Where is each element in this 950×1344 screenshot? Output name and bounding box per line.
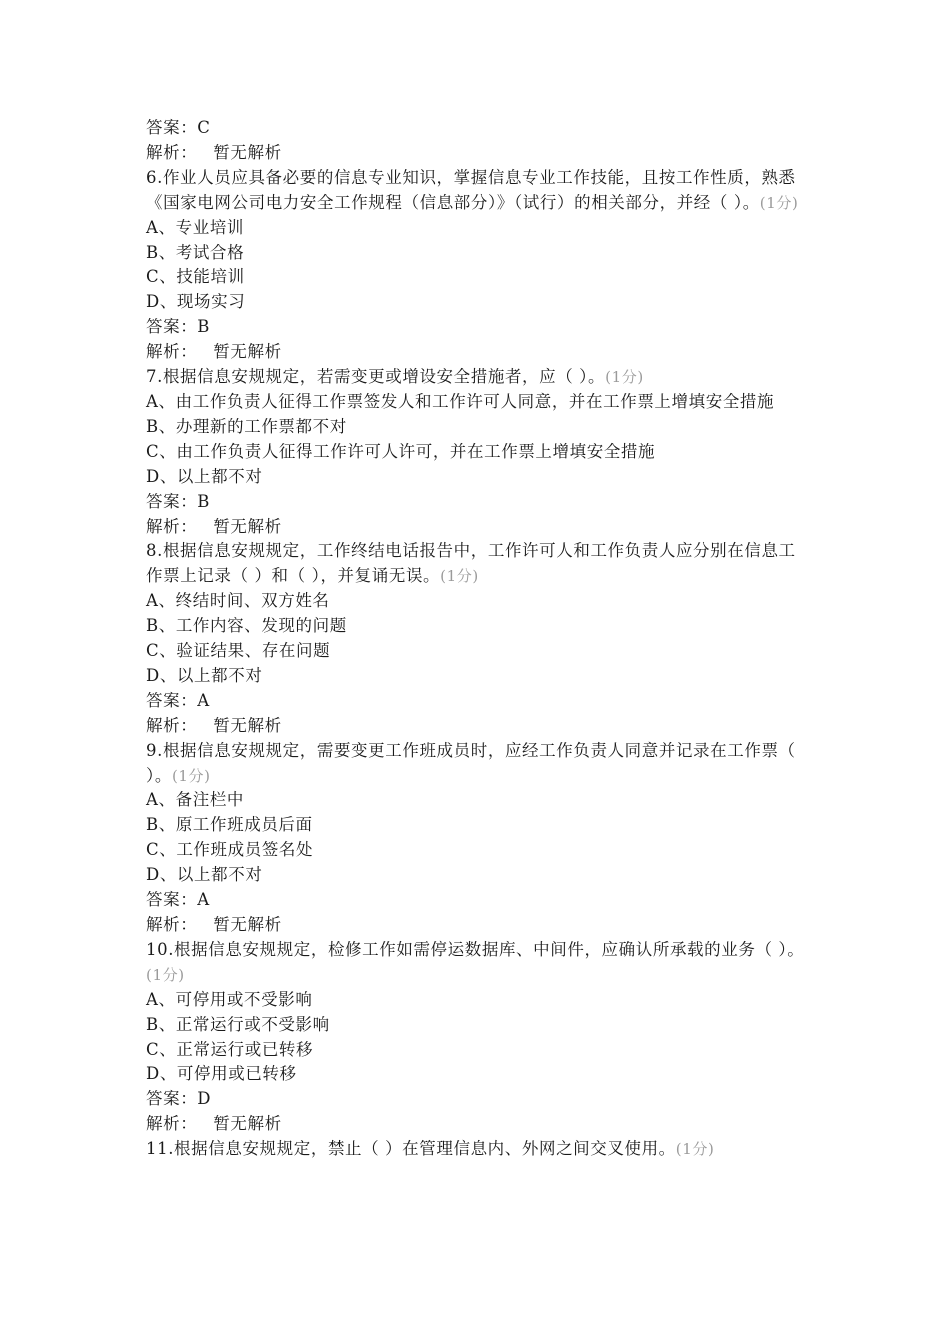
- analysis-label: 解析：: [146, 342, 198, 362]
- analysis-line: [146, 1112, 810, 1137]
- option-c: C、技能培训: [146, 267, 245, 287]
- option-d: D、现场实习: [146, 292, 246, 312]
- question-stem: [146, 1137, 810, 1162]
- option-d: D、以上都不对: [146, 865, 263, 885]
- question-score: (1分): [759, 193, 799, 212]
- option-a: A、备注栏中: [146, 790, 245, 810]
- option-a: A、终结时间、双方姓名: [146, 591, 330, 611]
- option-b: B、办理新的工作票都不对: [146, 416, 347, 436]
- option-c: C、正常运行或已转移: [146, 1039, 314, 1059]
- question-score: (1分): [146, 965, 185, 984]
- analysis-text: 暂无解析: [213, 342, 282, 362]
- option-b: B、考试合格: [146, 242, 245, 262]
- option-a: A、专业培训: [146, 217, 245, 237]
- answer-line: 答案：A: [146, 690, 210, 710]
- analysis-label: 解析：: [146, 142, 198, 162]
- analysis-label: 解析：: [146, 715, 198, 735]
- analysis-line: [146, 340, 810, 365]
- option-d: D、以上都不对: [146, 665, 263, 685]
- analysis-text: 暂无解析: [213, 1114, 282, 1134]
- question-stem: [146, 365, 810, 390]
- question-text: 10.根据信息安规规定，检修工作如需停运数据库、中间件，应确认所承载的业务（ ）。: [146, 939, 805, 959]
- analysis-label: 解析：: [146, 915, 198, 934]
- answer-line: 答案：D: [146, 1089, 212, 1109]
- analysis-line: [146, 141, 810, 166]
- question-stem: [146, 166, 810, 216]
- analysis-text: 暂无解析: [213, 915, 282, 934]
- option-c: C、验证结果、存在问题: [146, 641, 331, 661]
- question-score: (1分): [675, 1140, 715, 1159]
- question-score: (1分): [605, 368, 644, 387]
- option-d: D、以上都不对: [146, 466, 263, 486]
- document-page: [146, 116, 810, 1162]
- question-text: 6.作业人员应具备必要的信息专业知识，掌握信息专业工作技能，且按工作性质，熟悉《国家电网公司电力安全工作规程（信息部分）》（试行）的相关部分，并经（ ）。: [146, 167, 796, 212]
- analysis-line: [146, 913, 810, 938]
- analysis-line: [146, 515, 810, 540]
- analysis-text: 暂无解析: [213, 715, 282, 735]
- option-b: B、正常运行或不受影响: [146, 1014, 330, 1034]
- analysis-text: 暂无解析: [213, 516, 282, 536]
- answer-line: 答案：B: [146, 317, 211, 337]
- option-b: B、工作内容、发现的问题: [146, 616, 347, 636]
- answer-line: 答案：C: [146, 118, 211, 137]
- question-text: 9.根据信息安规规定，需要变更工作班成员时，应经工作负责人同意并记录在工作票（ ）。: [146, 740, 796, 785]
- option-c: C、工作班成员签名处: [146, 840, 314, 860]
- option-d: D、可停用或已转移: [146, 1064, 297, 1084]
- answer-line: 答案：B: [146, 491, 211, 511]
- analysis-label: 解析：: [146, 1114, 198, 1134]
- question-score: (1分): [440, 567, 479, 586]
- question-text: 11.根据信息安规规定，禁止（ ）在管理信息内、外网之间交叉使用。: [146, 1139, 676, 1159]
- analysis-line: [146, 714, 810, 739]
- analysis-text: 暂无解析: [213, 142, 282, 162]
- question-text: 8.根据信息安规规定，工作终结电话报告中，工作许可人和工作负责人应分别在信息工作票上记录（ ）和（ ），并复诵无误。: [146, 541, 796, 586]
- question-stem: [146, 739, 810, 789]
- option-a: A、可停用或不受影响: [146, 989, 313, 1009]
- question-score: (1分): [171, 766, 211, 785]
- analysis-label: 解析：: [146, 516, 198, 536]
- answer-line: 答案：A: [146, 890, 210, 910]
- question-stem: [146, 539, 810, 589]
- option-a: A、由工作负责人征得工作票签发人和工作许可人同意，并在工作票上增填安全措施: [146, 391, 775, 411]
- option-c: C、由工作负责人征得工作许可人许可，并在工作票上增填安全措施: [146, 441, 656, 461]
- question-stem: [146, 938, 810, 988]
- option-b: B、原工作班成员后面: [146, 815, 313, 835]
- question-text: 7.根据信息安规规定，若需变更或增设安全措施者，应（ ）。: [146, 367, 606, 387]
